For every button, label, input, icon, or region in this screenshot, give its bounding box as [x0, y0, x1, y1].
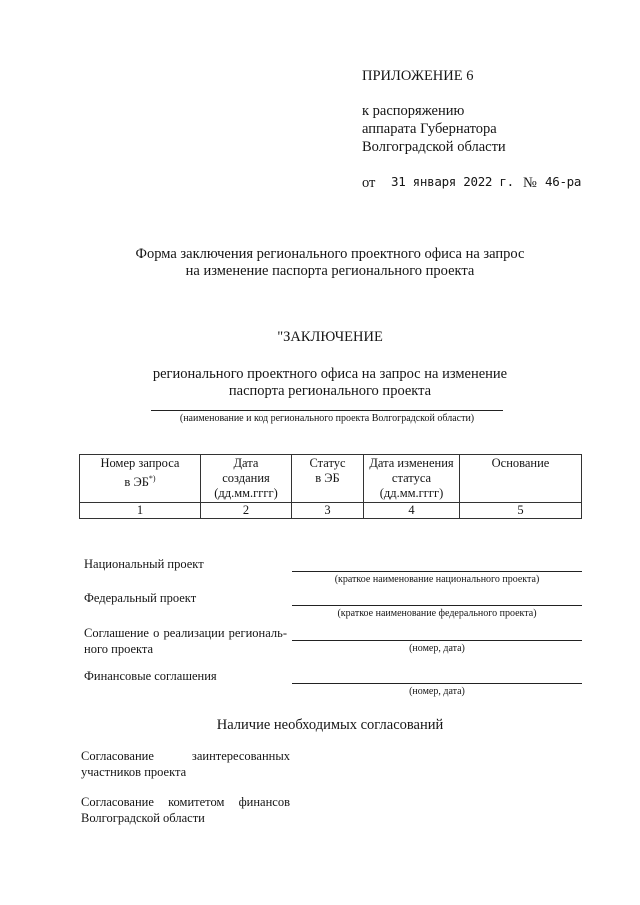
form-title-line-2: на изменение паспорта регионального проекта	[185, 263, 475, 279]
finance-committee-approval-line-1: Согласование комитетом финансов	[81, 795, 290, 809]
conclusion-subtitle-2: паспорта регионального проекта	[228, 383, 432, 399]
federal-project-caption: (краткое наименование федерального проекта)	[337, 608, 537, 619]
column-number: 2	[201, 503, 292, 519]
column-number: 1	[80, 503, 201, 519]
column-number: 3	[292, 503, 364, 519]
financial-agreements-caption: (номер, дата)	[409, 686, 465, 697]
appendix-line-3: Волгоградской области	[362, 139, 506, 155]
federal-project-line	[292, 605, 582, 606]
footnote-mark: *)	[148, 474, 156, 483]
appendix-line-1: к распоряжению	[362, 103, 465, 119]
header-cell-line: Дата изменения	[369, 456, 454, 470]
form-title-line-1: Форма заключения регионального проектного офиса на запрос	[135, 246, 525, 262]
financial-agreements-line	[292, 683, 582, 684]
header-cell-line: создания	[222, 471, 270, 485]
header-creation-date	[201, 455, 292, 503]
header-cell-line: в ЭБ	[124, 475, 149, 490]
financial-agreements-label: Финансовые соглашения	[84, 669, 217, 683]
request-table	[79, 454, 582, 519]
date-prefix: от	[362, 175, 376, 191]
header-cell-line: Статус	[309, 456, 346, 470]
agreement-label-line-1: Соглашение о реализации региональ-	[84, 626, 287, 640]
table-header-row	[80, 455, 582, 503]
header-request-number	[80, 455, 201, 503]
national-project-caption: (краткое наименование национального проекта)	[334, 574, 540, 585]
header-cell-line: (дд.мм.гггг)	[379, 486, 444, 500]
national-project-line	[292, 571, 582, 572]
handwritten-number: 46-ра	[545, 174, 582, 189]
header-status-change-date	[364, 455, 460, 503]
header-cell-line: Основание	[491, 456, 550, 470]
appendix-line-2: аппарата Губернатора	[362, 121, 497, 137]
project-name-caption: (наименование и код регионального проекта Волгоградской области)	[179, 413, 475, 424]
header-cell-line: (дд.мм.гггг)	[214, 486, 278, 500]
column-number: 5	[460, 503, 582, 519]
header-cell-line: Номер запроса	[100, 456, 180, 470]
header-basis	[460, 455, 582, 503]
appendix-title: ПРИЛОЖЕНИЕ 6	[362, 68, 474, 84]
agreement-caption: (номер, дата)	[409, 643, 465, 654]
stakeholders-approval-line-1: Согласование заинтересованных	[81, 749, 290, 763]
header-status	[292, 455, 364, 503]
header-cell-line: Дата	[233, 456, 259, 470]
stakeholders-approval-line-2: участников проекта	[81, 765, 187, 779]
approvals-heading: Наличие необходимых согласований	[216, 717, 444, 733]
handwritten-date: 31 января 2022 г.	[391, 174, 514, 189]
column-number: 4	[364, 503, 460, 519]
number-prefix: №	[523, 175, 537, 191]
project-name-line	[151, 410, 503, 411]
column-number-row	[80, 503, 582, 519]
finance-committee-approval-line-2: Волгоградской области	[81, 811, 205, 825]
header-cell-line: в ЭБ	[315, 471, 340, 485]
agreement-line	[292, 640, 582, 641]
agreement-label-line-2: ного проекта	[84, 642, 154, 656]
header-cell-line: статуса	[391, 471, 432, 485]
conclusion-subtitle-1: регионального проектного офиса на запрос на изменение	[152, 366, 508, 382]
national-project-label: Национальный проект	[84, 557, 204, 571]
conclusion-heading: "ЗАКЛЮЧЕНИЕ	[277, 329, 383, 345]
federal-project-label: Федеральный проект	[84, 591, 197, 605]
